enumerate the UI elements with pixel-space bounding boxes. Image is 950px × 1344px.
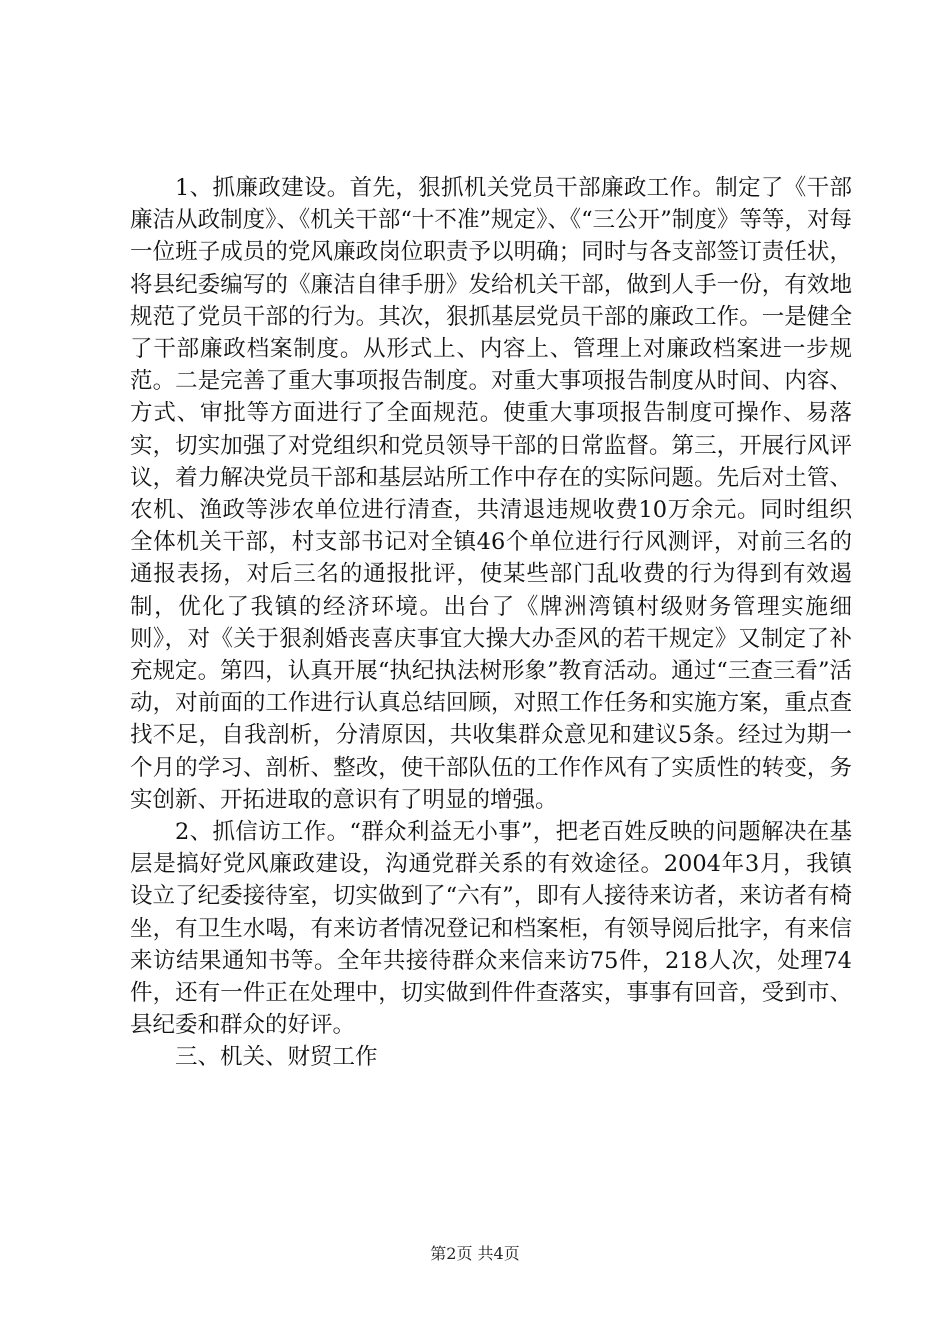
- paragraph-anti-corruption: 1、抓廉政建设。首先，狠抓机关党员干部廉政工作。制定了《干部廉洁从政制度》、《机关干部“十不准”规定》、《“三公开”制度》等等，对每一位班子成员的党风廉政岗位职责予以明确；同时与各支部签订责任状，将县纪委编写的《廉洁自律手册》发给机关干部，做到人手一份，有效地规范了党员干部的行为。其次，狠抓基层党员干部的廉政工作。一是健全了干部廉政档案制度。从形式上、内容上、管理上对廉政档案进一步规范。二是完善了重大事项报告制度。对重大事项报告制度从时间、内容、方式、审批等方面进行了全面规范。使重大事项报告制度可操作、易落实，切实加强了对党组织和党员领导干部的日常监督。第三，开展行风评议，着力解决党员干部和基层站所工作中存在的实际问题。先后对土管、农机、渔政等涉农单位进行清查，共清退违规收费10万余元。同时组织全体机关干部，村支部书记对全镇46个单位进行行风测评，对前三名的通报表扬，对后三名的通报批评，使某些部门乱收费的行为得到有效遏制，优化了我镇的经济环境。出台了《牌洲湾镇村级财务管理实施细则》，对《关于狠刹婚丧喜庆事宜大操大办歪风的若干规定》又制定了补充规定。第四，认真开展“执纪执法树形象”教育活动。通过“三查三看”活动，对前面的工作进行认真总结回顾，对照工作任务和实施方案，重点查找不足，自我剖析，分清原因，共收集群众意见和建议5条。经过为期一个月的学习、剖析、整改，使干部队伍的工作作风有了实质性的转变，务实创新、开拓进取的意识有了明显的增强。: [130, 175, 852, 813]
- page-footer: 第2页 共4页: [430, 1244, 520, 1263]
- document-body: [130, 172, 852, 1074]
- section-heading: 三、机关、财贸工作: [175, 1044, 378, 1071]
- paragraph-petition-work: 2、抓信访工作。“群众利益无小事”，把老百姓反映的问题解决在基层是搞好党风廉政建设，沟通党群关系的有效途径。2004年3月，我镇设立了纪委接待室，切实做到了“六有”，即有人接待来访者，来访者有椅坐，有卫生水喝，有来访者情况登记和档案柜，有领导阅后批字，有来信来访结果通知书等。全年共接待群众来信来访75件，218人次，处理74件，还有一件正在处理中，切实做到件件查落实，事事有回音，受到市、县纪委和群众的好评。: [130, 819, 852, 1039]
